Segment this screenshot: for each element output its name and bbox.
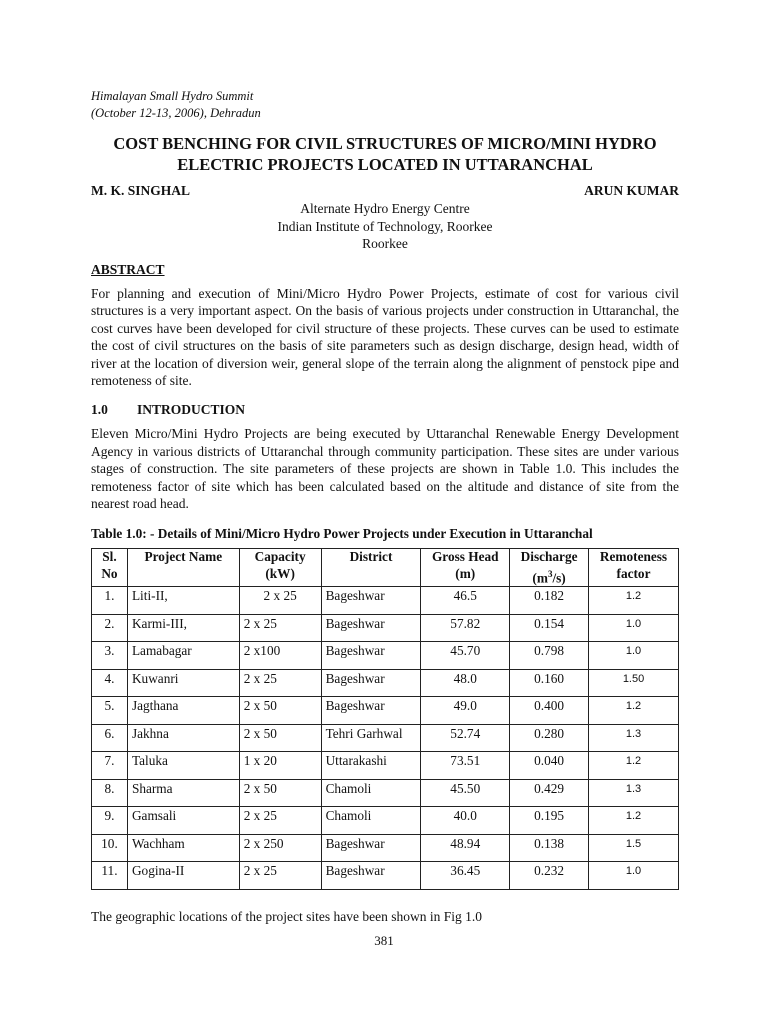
- table-row: 11. Gogina-II 2 x 25 Bageshwar 36.45 0.232 1.0: [92, 862, 679, 890]
- table-row: 5. Jagthana 2 x 50 Bageshwar 49.0 0.400 1.2: [92, 697, 679, 725]
- abstract-text: For planning and execution of Mini/Micro Hydro Power Projects, estimate of cost for various civil structures is a very important aspect. On the basis of various projects under construction in Uttaranchal, the cost curves have been developed for civil structure of these projects. These curves can be used to estimate the cost of civil structures on the basis of site parameters such as design discharge, design head, width of river at the location of diversion weir, general slope of the terrain along the alignment of penstock pipe and remoteness of site.: [91, 285, 679, 389]
- table-row: 7. Taluka 1 x 20 Uttarakashi 73.51 0.040 1.2: [92, 752, 679, 780]
- title-line-1: COST BENCHING FOR CIVIL STRUCTURES OF MICRO/MINI HYDRO: [113, 134, 657, 153]
- affiliation-line-2: Indian Institute of Technology, Roorkee: [277, 218, 493, 234]
- figure-reference-text: The geographic locations of the project sites have been shown in Fig 1.0: [91, 908, 483, 924]
- introduction-text: Eleven Micro/Mini Hydro Projects are being executed by Uttaranchal Renewable Energy Development Agency in various districts of Uttaranchal through community participation. These sites are under various stages of construction. The site parameters of these projects are shown in Table 1.0. This includes the remoteness factor of site which has been calculated based on the altitude and distance of site from the nearest road head.: [91, 426, 679, 512]
- table-row: 10. Wachham 2 x 250 Bageshwar 48.94 0.138 1.5: [92, 834, 679, 862]
- affiliation: [91, 200, 679, 253]
- header-remoteness: Remoteness factor: [589, 549, 679, 587]
- affiliation-line-1: Alternate Hydro Energy Centre: [300, 201, 470, 216]
- page-number: 381: [374, 933, 394, 948]
- table-row: 4. Kuwanri 2 x 25 Bageshwar 48.0 0.160 1.50: [92, 669, 679, 697]
- header-capacity: Capacity (kW): [239, 549, 321, 587]
- table-row: 8. Sharma 2 x 50 Chamoli 45.50 0.429 1.3: [92, 779, 679, 807]
- abstract-heading: ABSTRACT: [91, 261, 165, 277]
- projects-table: [91, 548, 679, 890]
- table-row: 1. Liti-II, 2 x 25 Bageshwar 46.5 0.182 1.2: [92, 587, 679, 615]
- conference-dates: (October 12-13, 2006), Dehradun: [91, 106, 261, 120]
- paper-page: [91, 88, 679, 925]
- section-title: INTRODUCTION: [137, 402, 246, 418]
- author-left: M. K. SINGHAL: [91, 183, 191, 198]
- table-row: 2. Karmi-III, 2 x 25 Bageshwar 57.82 0.154 1.0: [92, 614, 679, 642]
- paper-title: [91, 133, 679, 175]
- table-row: 9. Gamsali 2 x 25 Chamoli 40.0 0.195 1.2: [92, 807, 679, 835]
- table-header-row: [92, 549, 679, 587]
- header-gross-head: Gross Head (m): [421, 549, 510, 587]
- section-number: 1.0: [91, 402, 108, 418]
- header-sl-no: Sl. No: [92, 549, 128, 587]
- table-caption: Table 1.0: - Details of Mini/Micro Hydro Power Projects under Execution in Uttaranchal: [91, 526, 593, 542]
- author-right: ARUN KUMAR: [584, 183, 679, 198]
- affiliation-line-3: Roorkee: [362, 236, 408, 251]
- table-row: 6. Jakhna 2 x 50 Tehri Garhwal 52.74 0.280 1.3: [92, 724, 679, 752]
- header-project-name: Project Name: [127, 549, 239, 587]
- author-row: [91, 182, 679, 199]
- title-line-2: ELECTRIC PROJECTS LOCATED IN UTTARANCHAL: [177, 155, 593, 174]
- header-district: District: [321, 549, 421, 587]
- table-row: 3. Lamabagar 2 x100 Bageshwar 45.70 0.798 1.0: [92, 642, 679, 670]
- header-discharge: Discharge $(m^3/s)$: [510, 549, 589, 587]
- section-heading-introduction: [91, 401, 679, 418]
- conference-name: Himalayan Small Hydro Summit: [91, 89, 254, 103]
